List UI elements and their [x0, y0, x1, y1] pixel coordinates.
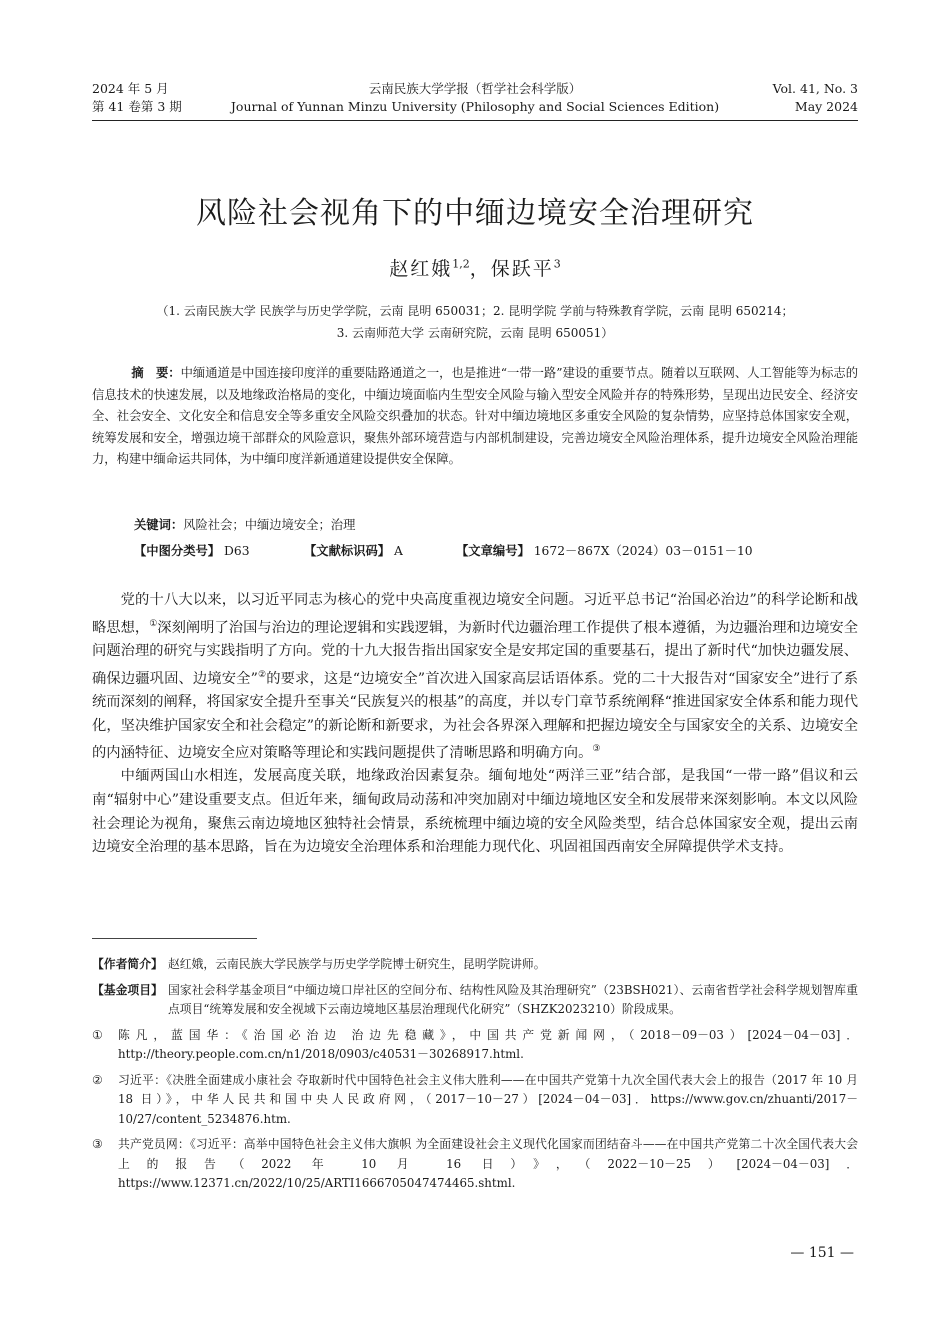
abstract-text: 中缅通道是中国连接印度洋的重要陆路通道之一，也是推进“一带一路”建设的重要节点。随着以互联网、人工智能等为标志的信息技术的快速发展，以及地缘政治格局的变化，中缅边境面临内生型安全风险与输入型安全风险并存的特殊形势，呈现出边民安全、经济安全、社会安全、文化安全和信息安全等多重安全风险交织叠加的状态。针对中缅边境地区多重安全风险的复杂情势，应坚持总体国家安全观，统筹发展和安全，增强边境干部群众的风险意识，聚焦外部环境营造与内部机制建设，完善边境安全风险治理体系，提升边境安全风险治理能力，构建中缅命运共同体，为中缅印度洋新通道建设提供安全保障。	[92, 366, 858, 467]
doc-code	[304, 541, 403, 559]
header-journal-en: Journal of Yunnan Minzu University (Philosophy and Social Sciences Edition)	[230, 99, 720, 114]
abstract	[92, 362, 858, 471]
author-line	[0, 254, 950, 281]
header-divider	[92, 120, 858, 121]
author-separator: ，	[469, 258, 491, 280]
header-vol-no: Vol. 41, No. 3	[772, 81, 858, 96]
author-name: 保跃平	[490, 258, 554, 280]
keywords	[134, 515, 355, 533]
doc-label: 【文献标识码】	[304, 543, 391, 558]
body-text: 深刻阐明了治国与治边的理论逻辑和实践逻辑，为新时代边疆治理工作提供了根本遵循，为边疆治理和边境安全问题治理的研究与实践指明了方向。党的十九大报告指出国家安全是安邦定国的重要基石，提出了新时代“加快边疆发展、确保边疆巩固、边境安全”	[92, 619, 858, 687]
keywords-text: 风险社会；中缅边境安全；治理	[183, 518, 356, 532]
header-volume-issue: 第 41 卷第 3 期	[92, 99, 182, 114]
footnote-item	[92, 1135, 858, 1194]
body-text: 党的十八大以来，以习近平同志为核心的党中央高度重视边境安全问题。习近平总书记“治国必治边”的科学论断和战略思想，	[92, 592, 858, 636]
fund-label: 【基金项目】	[92, 982, 163, 997]
author-bio-label: 【作者简介】	[92, 957, 163, 971]
footnote-ref[interactable]: ②	[257, 669, 267, 680]
header-volume	[773, 80, 858, 116]
article-title: 风险社会视角下的中缅边境安全治理研究	[196, 196, 754, 231]
clc-code	[134, 541, 250, 559]
footnote-item	[92, 1026, 858, 1065]
header-journal	[230, 80, 720, 116]
affiliation-line: 3. 云南师范大学 云南研究院，云南 昆明 650051）	[336, 326, 614, 340]
author-bio-text: 赵红娥，云南民族大学民族学与历史学学院博士研究生，昆明学院讲师。	[168, 957, 546, 971]
footnote-text: 共产党员网：《习近平：高举中国特色社会主义伟大旗帜 为全面建设社会主义现代化国家而团结奋斗——在中国共产党第二十次全国代表大会上的报告（2022 年 10 月 16 日）》，（2022－10－25）[2024－04－03]．https://www.12371.cn/2022/10/25/ARTI1666705047474465.shtml.	[118, 1137, 858, 1190]
footnote-item	[92, 1071, 858, 1130]
footnote-divider	[92, 938, 257, 939]
clc-label: 【中图分类号】	[134, 543, 221, 558]
header-date: 2024 年 5 月	[92, 81, 169, 96]
affiliations	[100, 300, 850, 344]
doc-value: A	[394, 544, 403, 558]
header-date-issue	[92, 80, 182, 116]
footnote-number: ③	[92, 1137, 103, 1151]
article-number-value: 1672－867X（2024）03－0151－10	[533, 544, 753, 558]
clc-value: D63	[224, 544, 250, 558]
footnote-ref[interactable]: ③	[592, 744, 601, 755]
body-text: 的要求，这是“边境安全”首次进入国家高层话语体系。党的二十大报告对“国家安全”进行了系统而深刻的阐释，将国家安全提升至事关“民族复兴的根基”的高度，并以专门章节系统阐释“推进国家安全体系和能力现代化，坚决维护国家安全和社会稳定”的新论断和新要求，为社会各界深入理解和把握边境安全与国家安全的关系、边境安全的内涵特征、边境安全应对策略等理论和实践问题提供了清晰思路和明确方向。	[92, 670, 859, 761]
affiliation-line: （1. 云南民族大学 民族学与历史学学院，云南 昆明 650031；2. 昆明学院 学前与特殊教育学院，云南 昆明 650214；	[156, 304, 794, 318]
footnote-text: 习近平：《决胜全面建成小康社会 夺取新时代中国特色社会主义伟大胜利——在中国共产党第十九次全国代表大会上的报告（2017 年 10 月 18 日）》，中华人民共和国中央人民政府网，（2017－10－27）[2024－04－03]．https://www.gov.cn/zhuanti/2017－10/27/content_5234876.htm.	[118, 1072, 858, 1126]
author-name: 赵红娥	[389, 258, 453, 280]
body-paragraph	[92, 589, 858, 765]
article-body	[92, 589, 858, 860]
header-journal-cn: 云南民族大学学报（哲学社会科学版）	[368, 81, 582, 96]
page-number: — 151 —	[790, 1245, 854, 1261]
author-affil-ref: 1,2	[452, 257, 470, 271]
footnote-number: ②	[92, 1072, 103, 1087]
body-paragraph: 中缅两国山水相连，发展高度关联，地缘政治因素复杂。缅甸地处“两洋三亚”结合部，是我国“一带一路”倡议和云南“辐射中心”建设重要支点。但近年来，缅甸政局动荡和冲突加剧对中缅边境地区安全和发展带来深刻影响。本文以风险社会理论为视角，聚焦云南边境地区独特社会情景，系统梳理中缅边境的安全风险类型，结合总体国家安全观，提出云南边境安全治理的基本思路，旨在为边境安全治理体系和治理能力现代化、巩固祖国西南安全屏障提供学术支持。	[92, 768, 858, 856]
header-month-year: May 2024	[794, 99, 858, 114]
article-number-label: 【文章编号】	[456, 543, 530, 558]
footnote-ref[interactable]: ①	[149, 618, 158, 629]
fund-info	[92, 981, 858, 1020]
article-number	[456, 541, 753, 559]
abstract-label: 摘 要：	[131, 365, 181, 380]
footnote-text: 陈凡，蓝国华：《治国必治边 治边先稳藏》，中国共产党新闻网，（2018－09－03）[2024－04－03]．http://theory.people.com.cn/n1/2018/0903/c40531－30268917.html.	[118, 1027, 858, 1061]
author-bio	[92, 955, 858, 975]
footnote-number: ①	[92, 1027, 103, 1042]
keywords-label: 关键词：	[134, 517, 184, 532]
author-affil-ref: 3	[553, 257, 561, 271]
footnotes	[92, 955, 858, 1200]
fund-text: 国家社会科学基金项目“中缅边境口岸社区的空间分布、结构性风险及其治理研究”（23BSH021）、云南省哲学社会科学规划智库重点项目“统筹发展和安全视域下云南边境地区基层治理现代化研究”（SHZK2023210）阶段成果。	[168, 982, 858, 1016]
